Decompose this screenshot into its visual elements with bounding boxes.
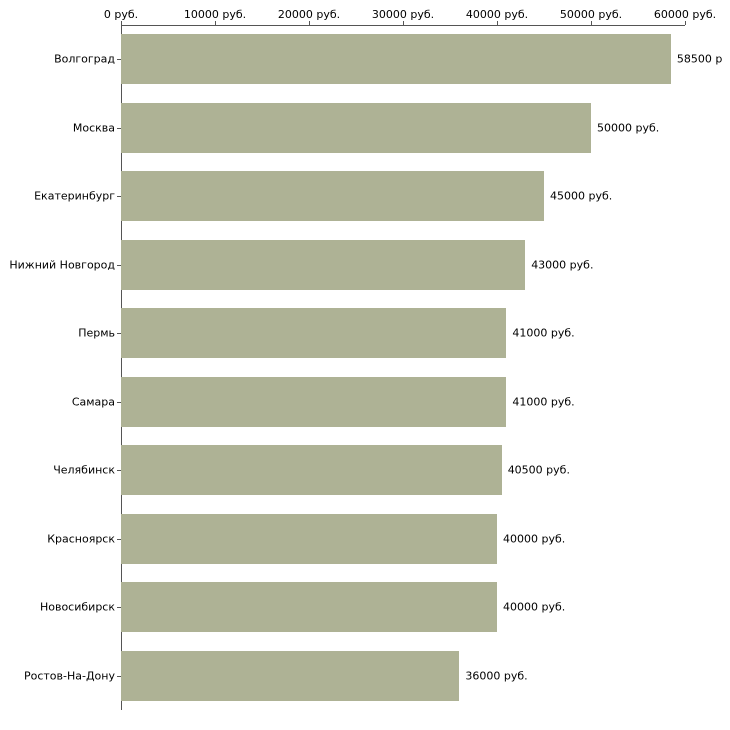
bar bbox=[121, 651, 459, 701]
bar bbox=[121, 240, 525, 290]
bar-value-label: 45000 руб. bbox=[550, 189, 613, 203]
bar-value-label: 36000 руб. bbox=[465, 669, 528, 683]
x-axis-tick-mark bbox=[591, 21, 592, 25]
category-tick-mark bbox=[117, 128, 121, 129]
category-label: Нижний Новгород bbox=[9, 258, 115, 272]
category-label: Самара bbox=[71, 395, 115, 409]
bar-value-label: 50000 руб. bbox=[597, 121, 660, 135]
x-axis-tick-label: 10000 руб. bbox=[183, 8, 247, 21]
category-tick-mark bbox=[117, 470, 121, 471]
bar-value-label: 40500 руб. bbox=[507, 463, 570, 477]
x-axis-tick-label: 40000 руб. bbox=[465, 8, 529, 21]
bar-value-label: 41000 руб. bbox=[512, 326, 575, 340]
category-tick-mark bbox=[117, 333, 121, 334]
x-axis-tick-mark bbox=[685, 21, 686, 25]
category-tick-mark bbox=[117, 59, 121, 60]
x-axis-tick-mark bbox=[121, 21, 122, 25]
category-tick-mark bbox=[117, 196, 121, 197]
x-axis-tick-label: 0 руб. bbox=[103, 8, 139, 21]
bar-value-label: 41000 руб. bbox=[512, 395, 575, 409]
category-label: Ростов-На-Дону bbox=[23, 669, 115, 683]
category-label: Екатеринбург bbox=[34, 189, 115, 203]
bar-value-label: 40000 руб. bbox=[503, 532, 566, 546]
bar bbox=[121, 445, 502, 495]
bar bbox=[121, 103, 591, 153]
x-axis-tick-label: 50000 руб. bbox=[559, 8, 623, 21]
x-axis-tick-mark bbox=[497, 21, 498, 25]
x-axis-tick-mark bbox=[309, 21, 310, 25]
category-tick-mark bbox=[117, 676, 121, 677]
category-label: Красноярск bbox=[47, 532, 115, 546]
bar-value-label: 43000 руб. bbox=[531, 258, 594, 272]
category-tick-mark bbox=[117, 607, 121, 608]
bar bbox=[121, 34, 671, 84]
x-axis-tick-label: 20000 руб. bbox=[277, 8, 341, 21]
category-label: Челябинск bbox=[53, 463, 115, 477]
bar bbox=[121, 308, 506, 358]
category-tick-mark bbox=[117, 402, 121, 403]
category-tick-mark bbox=[117, 539, 121, 540]
x-axis-tick-mark bbox=[215, 21, 216, 25]
category-tick-mark bbox=[117, 265, 121, 266]
x-axis-tick-mark bbox=[403, 21, 404, 25]
bar bbox=[121, 582, 497, 632]
bar bbox=[121, 514, 497, 564]
category-label: Москва bbox=[72, 121, 115, 135]
bar-value-label: 58500 р bbox=[676, 52, 723, 66]
category-label: Пермь bbox=[78, 326, 115, 340]
bar-value-label: 40000 руб. bbox=[503, 600, 566, 614]
bar bbox=[121, 171, 544, 221]
value-axis-line bbox=[121, 25, 685, 26]
bar bbox=[121, 377, 506, 427]
category-label: Волгоград bbox=[54, 52, 115, 66]
category-label: Новосибирск bbox=[39, 600, 115, 614]
x-axis-tick-label: 60000 руб. bbox=[653, 8, 717, 21]
x-axis-tick-label: 30000 руб. bbox=[371, 8, 435, 21]
